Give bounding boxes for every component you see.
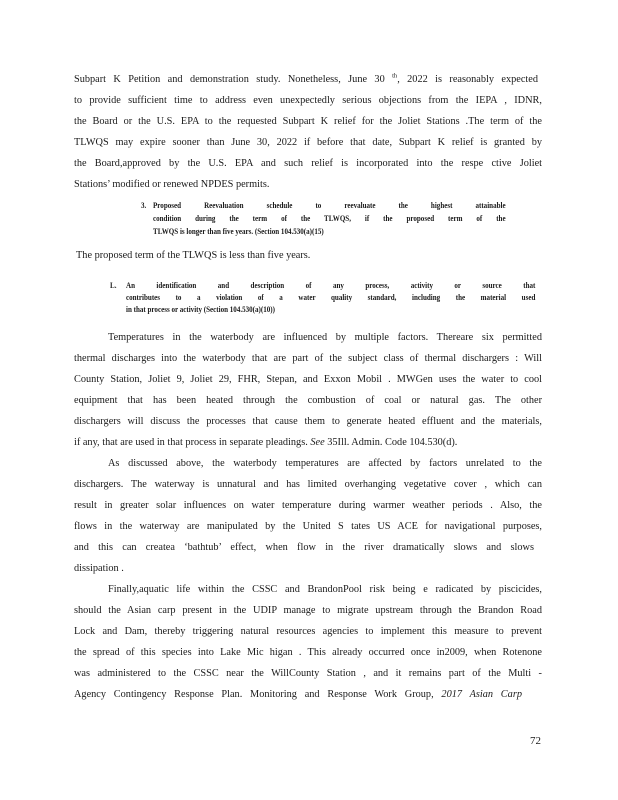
text-line: if any, that are used in that process in separate pleadings. See 35Ill. Admin. Code 104.530(d). [74,437,458,448]
text-line: and this can createa ‘bathtub’ effect, when flow in the river dramatically slows and slows [74,542,534,553]
text-line: Stations’ modified or renewed NPDES permits. [74,179,270,190]
list-item-line: contributes to a violation of a water quality standard, including the material used [126,293,536,302]
text-line: to provide sufficient time to address even unexpectedly serious objections from the IEPA , IDNR, [74,95,542,106]
list-item-label: L. [110,281,117,290]
text-line: was administered to the CSSC near the WillCounty Station , and it remains part of the Multi - [74,668,542,679]
list-item-line: An identification and description of any process, activity or source that [126,281,536,290]
text-line: the spread of this species into Lake Mic higan . This already occurred once in2009, when Rotenone [74,647,542,658]
text-line: As discussed above, the waterbody temperatures are affected by factors unrelated to the [108,458,542,469]
text-line: Subpart K Petition and demonstration study. Nonetheless, June 30 $^{th}$, 2022 is reasonably expected [74,72,538,85]
text-line: the Board or the U.S. EPA to the requested Subpart K relief for the Joliet Stations .The term of the [74,116,542,127]
text-line: dischargers will discuss the processes that cause them to generate heated effluent and the materials, [74,416,542,427]
text-line: flows in the waterway are manipulated by the United S tates US ACE for navigational purposes, [74,521,542,532]
text-line: equipment that has been heated through the combustion of coal or natural gas. The other [74,395,542,406]
text-line: the Board,approved by the U.S. EPA and such relief is incorporated into the respe ctive Joliet [74,158,542,169]
list-item-line: condition during the term of the TLWQS, if the proposed term of the [153,214,506,223]
text-line: Finally,aquatic life within the CSSC and BrandonPool risk being e radicated by piscicides, [108,584,542,595]
text-line: County Station, Joliet 9, Joliet 29, FHR, Stepan, and Exxon Mobil . MWGen uses the water to cool [74,374,542,385]
text-line: Agency Contingency Response Plan. Monitoring and Response Work Group, 2017 Asian Carp [74,689,522,700]
page-number: 72 [530,735,541,747]
text-line: The proposed term of the TLWQS is less than five years. [76,250,311,261]
list-item-line: TLWQS is longer than five years. (Section 104.530(a)(15) [153,227,324,236]
list-item-line: Proposed Reevaluation schedule to reevaluate the highest attainable [153,201,506,210]
text-line: Lock and Dam, thereby triggering natural resources agencies to implement this measure to prevent [74,626,542,637]
text-line: result in greater solar influences on water temperature during warmer weather periods . Also, the [74,500,542,511]
text-line: TLWQS may expire sooner than June 30, 2022 if before that date, Subpart K relief is granted by [74,137,542,148]
list-item-label: 3. [141,201,147,210]
text-line: Temperatures in the waterbody are influenced by multiple factors. Thereare six permitted [108,332,542,343]
text-line: should the Asian carp present in the UDIP manage to migrate upstream through the Brandon Road [74,605,542,616]
text-line: thermal discharges into the waterbody that are part of the subject class of thermal dischargers : Will [74,353,542,364]
text-line: dissipation . [74,563,124,574]
text-line: dischargers. The waterway is unnatural and has limited overhanging vegetative cover , which can [74,479,542,490]
list-item-line: in that process or activity (Section 104.530(a)(10)) [126,305,275,314]
